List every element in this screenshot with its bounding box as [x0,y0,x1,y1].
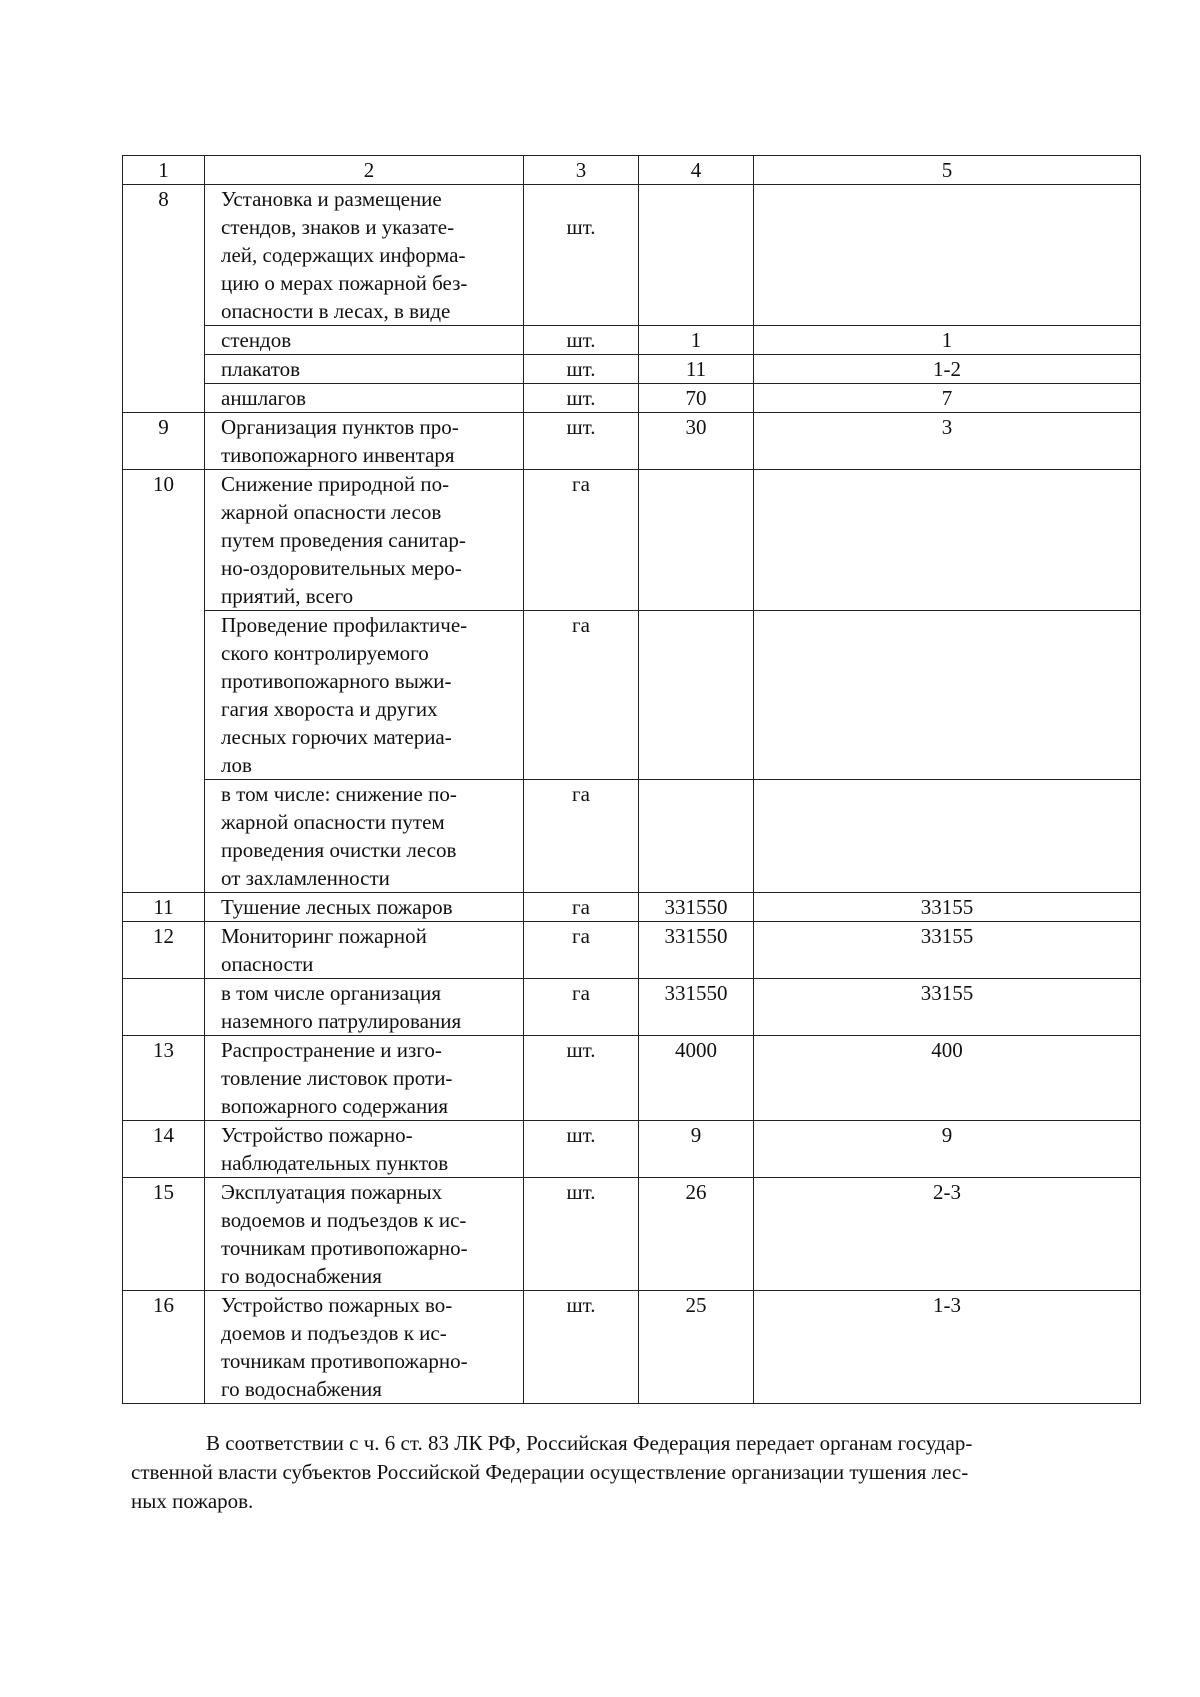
table-row [123,1036,1141,1121]
row-col4 [639,470,754,611]
row-unit: шт. [524,1036,639,1121]
row-unit: шт. [524,1291,639,1404]
row-col5: 1 [754,326,1141,355]
header-cell-1: 1 [123,156,205,185]
row-col5 [754,611,1141,780]
table-row [123,355,1141,384]
row-col5: 9 [754,1121,1141,1178]
header-cell-5: 5 [754,156,1141,185]
row-name: Устройство пожарно- наблюдательных пунктов [205,1121,524,1178]
row-col4: 331550 [639,922,754,979]
row-name: плакатов [205,355,524,384]
row-col5 [754,780,1141,893]
row-number: 12 [123,922,205,979]
row-name: Организация пунктов про- тивопожарного инвентаря [205,413,524,470]
row-unit: шт. [524,1178,639,1291]
row-col5: 1-2 [754,355,1141,384]
table-row [123,611,1141,780]
row-col5: 2-3 [754,1178,1141,1291]
table-row [123,384,1141,413]
row-unit: га [524,611,639,780]
row-unit: га [524,922,639,979]
row-number: 10 [123,470,205,893]
table-header-row [123,156,1141,185]
row-col4: 331550 [639,893,754,922]
row-unit: га [524,893,639,922]
table-row [123,922,1141,979]
row-col4: 30 [639,413,754,470]
table-row [123,1121,1141,1178]
row-name: Распространение и изго- товление листовок проти- вопожарного содержания [205,1036,524,1121]
table-row [123,1178,1141,1291]
row-name: в том числе: снижение по- жарной опасности путем проведения очистки лесов от захламленности [205,780,524,893]
row-name: в том числе организация наземного патрулирования [205,979,524,1036]
row-unit: га [524,470,639,611]
row-number: 15 [123,1178,205,1291]
row-unit: га [524,780,639,893]
row-number: 11 [123,893,205,922]
row-number: 9 [123,413,205,470]
row-col5: 3 [754,413,1141,470]
table-row [123,326,1141,355]
row-name: Снижение природной по- жарной опасности лесов путем проведения санитар- но-оздоровительных меро- приятий, всего [205,470,524,611]
table-row [123,470,1141,611]
row-col4: 1 [639,326,754,355]
row-col4: 4000 [639,1036,754,1121]
row-number: 14 [123,1121,205,1178]
row-name: Установка и размещение стендов, знаков и указате- лей, содержащих информа- цию о мерах пожарной без- опасности в лесах, в виде [205,185,524,326]
row-unit: шт. [524,326,639,355]
row-unit: шт. [524,384,639,413]
header-cell-2: 2 [205,156,524,185]
row-name: стендов [205,326,524,355]
row-col5 [754,470,1141,611]
row-col4: 70 [639,384,754,413]
row-col4 [639,185,754,326]
row-name: аншлагов [205,384,524,413]
row-col5 [754,185,1141,326]
row-number: 8 [123,185,205,413]
row-col5: 33155 [754,922,1141,979]
row-unit: шт. [524,1121,639,1178]
table-row [123,413,1141,470]
row-name: Проведение профилактиче- ского контролируемого противопожарного выжи- гагия хвороста и других лесных горючих материа- лов [205,611,524,780]
table-row [123,893,1141,922]
row-col5: 7 [754,384,1141,413]
row-unit: га [524,979,639,1036]
row-col4: 9 [639,1121,754,1178]
header-cell-4: 4 [639,156,754,185]
row-col5: 400 [754,1036,1141,1121]
table-row [123,185,1141,326]
row-name: Устройство пожарных во- доемов и подъездов к ис- точникам противопожарно- го водоснабжения [205,1291,524,1404]
row-col4 [639,611,754,780]
row-name: Мониторинг пожарной опасности [205,922,524,979]
footnote-paragraph: В соответствии с ч. 6 ст. 83 ЛК РФ, Российская Федерация передает органам государ- ственной власти субъектов Российской Федерации осуществление организации тушения лес- ных пожаров. [131,1431,973,1513]
row-col5: 33155 [754,893,1141,922]
row-col4: 26 [639,1178,754,1291]
row-col5: 33155 [754,979,1141,1036]
row-unit: шт. [524,355,639,384]
row-col4 [639,780,754,893]
row-number: 13 [123,1036,205,1121]
row-unit: шт. [524,185,639,326]
row-number [123,979,205,1036]
row-col4: 11 [639,355,754,384]
row-col4: 331550 [639,979,754,1036]
table-row [123,1291,1141,1404]
row-col5: 1-3 [754,1291,1141,1404]
row-number: 16 [123,1291,205,1404]
table-row [123,780,1141,893]
measures-table [122,155,1141,1404]
row-name: Тушение лесных пожаров [205,893,524,922]
header-cell-3: 3 [524,156,639,185]
table-row [123,979,1141,1036]
row-name: Эксплуатация пожарных водоемов и подъездов к ис- точникам противопожарно- го водоснабжения [205,1178,524,1291]
row-unit: шт. [524,413,639,470]
row-col4: 25 [639,1291,754,1404]
